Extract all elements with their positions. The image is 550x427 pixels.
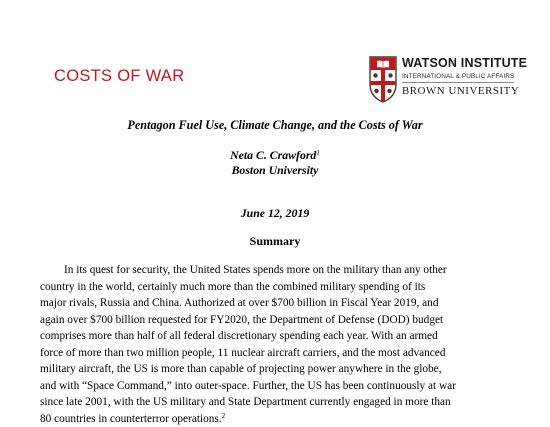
paragraph-footnote-mark[interactable]: 2 xyxy=(221,411,226,420)
summary-paragraph xyxy=(40,262,520,427)
paragraph-line: comprises more than half of all federal discretionary spending each year. With an armed xyxy=(40,330,438,343)
costs-of-war-logo: COSTS OF WAR xyxy=(54,67,185,85)
publication-date: June 12, 2019 xyxy=(240,206,310,220)
institute-subtitle: INTERNATIONAL & PUBLIC AFFAIRS xyxy=(402,73,515,80)
logo-divider xyxy=(402,82,514,83)
paragraph-line: major rivals, Russia and China. Authorized at over $700 billion in Fiscal Year 2019, and xyxy=(40,297,439,310)
document-title: Pentagon Fuel Use, Climate Change, and the Costs of War xyxy=(127,118,423,132)
paragraph-line: again over $700 billion requested for FY2020, the Department of Defense (DOD) budget xyxy=(40,313,444,326)
institute-name: WATSON INSTITUTE xyxy=(402,56,528,70)
paragraph-last-line xyxy=(40,411,520,427)
paragraph-line: since late 2001, with the US military and State Department currently engaged in more than xyxy=(40,396,451,409)
author-footnote-mark[interactable]: 1 xyxy=(316,149,320,157)
author-affiliation: Boston University xyxy=(231,163,319,177)
summary-heading: Summary xyxy=(249,234,301,248)
watson-institute-logo xyxy=(368,54,528,104)
paragraph-line: country in the world, certainly much more than the combined military spending of its xyxy=(40,280,426,293)
university-name: BROWN UNIVERSITY xyxy=(402,85,520,97)
paragraph-line: force of more than two million people, 11 nuclear aircraft carriers, and the most advanced xyxy=(40,346,446,359)
paragraph-line: and with “Space Command,” into outer-space. Further, the US has been continuously at war xyxy=(40,379,456,392)
author-name: Neta C. Crawford xyxy=(230,148,317,162)
brown-shield-icon xyxy=(368,54,398,104)
paragraph-line: In its quest for security, the United States spends more on the military than any other xyxy=(64,264,447,276)
author-name-line xyxy=(0,148,550,163)
paragraph-line-text: 80 countries in counterterror operations. xyxy=(40,412,222,425)
paragraph-line: military aircraft, the US is more than capable of projecting power anywhere in the globe, xyxy=(40,363,442,376)
